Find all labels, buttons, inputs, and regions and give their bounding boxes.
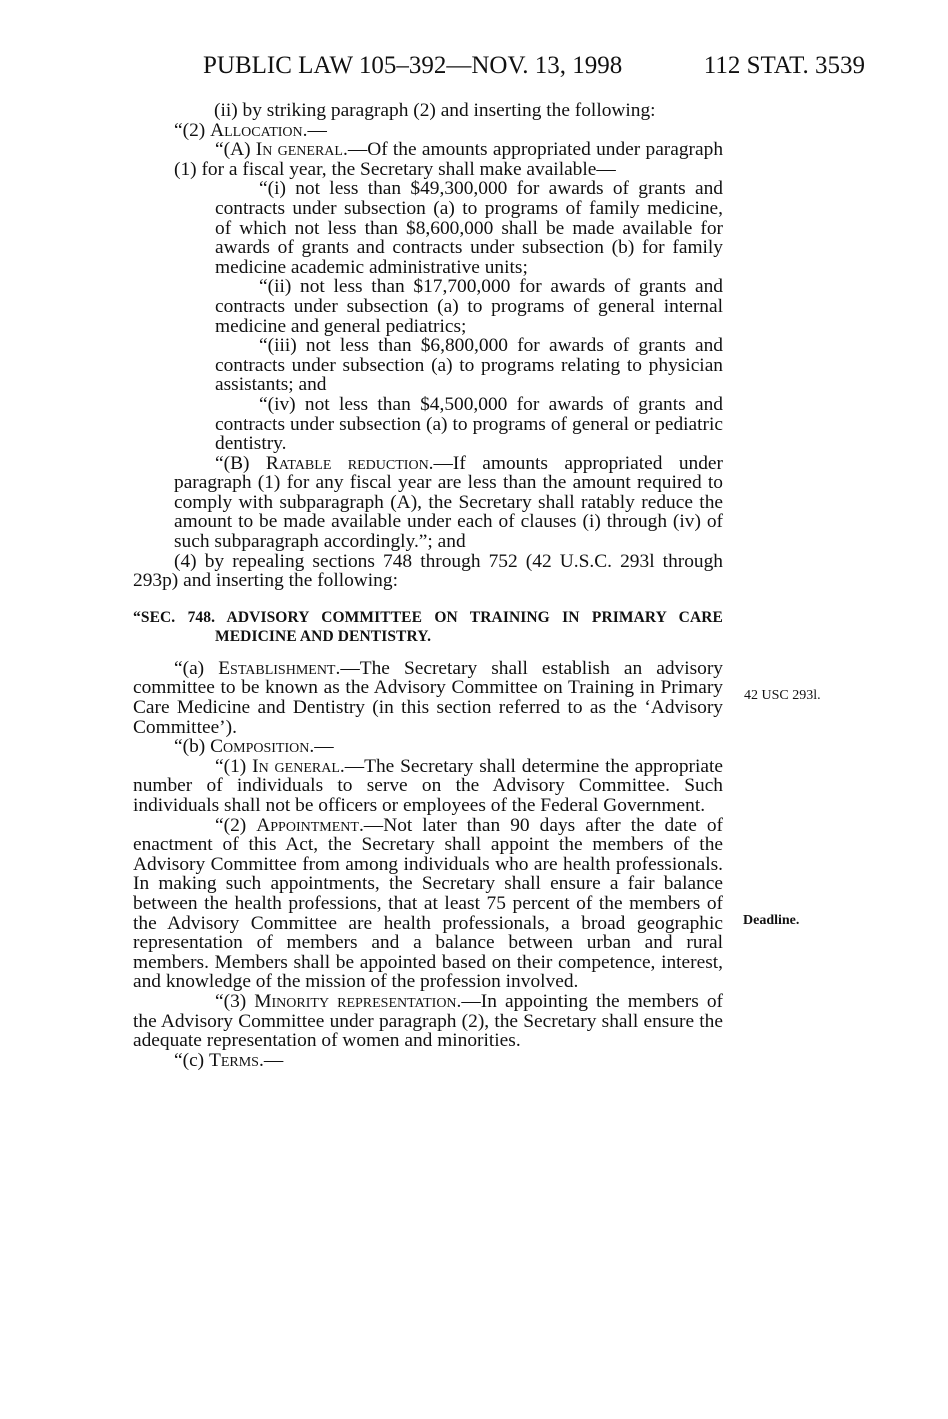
composition-heading: Composition.: [210, 736, 315, 758]
clause-ii: “(ii) not less than $17,700,000 for awards of grants and contracts under subsection (a) to programs of general internal medicine and general pediatrics;: [215, 276, 723, 337]
subsection-b-composition: “(b) Composition.—: [174, 736, 334, 758]
subsection-a-establishment: “(a) Establishment.—The Secretary shall establish an advisory committee to be known as the Advisory Committee on Training in Primary Care Medicine and Dentistry (in this section referred to as the ‘Advisory Committee’).: [133, 657, 723, 738]
clause-iv: “(iv) not less than $4,500,000 for awards of grants and contracts under subsection (a) to programs of general or pediatric dentistry.: [215, 393, 723, 455]
minority-representation-heading: Minority representation.: [254, 990, 462, 1012]
establishment-heading: Establishment.: [218, 657, 341, 679]
public-law-citation: PUBLIC LAW 105–392—NOV. 13, 1998: [203, 52, 623, 79]
body-text: [133, 101, 723, 1070]
subparagraph-b: “(B) Ratable reduction.—If amounts appropriated under paragraph (1) for any fiscal year are less than the amount required to comply with subparagraph (A), the Secretary shall ratably reduce the amount to be made available under each of clauses (i) through (iv) of such subparagraph accordingly.”; and: [174, 452, 723, 553]
subsection-c-terms: “(c) Terms.—: [174, 1049, 284, 1071]
deadline-margin-note: Deadline.: [743, 913, 800, 928]
clause-i: “(i) not less than $49,300,000 for awards of grants and contracts under subsection (a) to programs of family medicine, of which not less than $8,600,000 shall be made available for awards of grants and contracts under subsection (b) for family medicine academic administrative units;: [215, 178, 723, 278]
paragraph-ii-strike: (ii) by striking paragraph (2) and inserting the following:: [214, 100, 656, 121]
terms-heading: Terms.: [208, 1049, 264, 1071]
statute-page-number: 112 STAT. 3539: [703, 52, 865, 79]
running-header: [203, 52, 865, 88]
clause-iii: “(iii) not less than $6,800,000 for awards of grants and contracts under subsection (a) to programs relating to physician assistants; and: [215, 335, 723, 396]
allocation-heading: Allocation.: [210, 119, 308, 141]
section-748-heading: “SEC. 748. ADVISORY COMMITTEE ON TRAINING IN PRIMARY CARE MEDICINE AND DENTISTRY.: [133, 608, 723, 645]
paragraph-b1: “(1) In general.—The Secretary shall determine the appropriate number of individuals to serve on the Advisory Committee. Such individuals shall not be officers or employees of the Federal Government.: [133, 755, 723, 816]
paragraph-allocation: “(2) Allocation.—: [174, 119, 327, 141]
appointment-heading: Appointment.: [256, 814, 364, 836]
b1-in-general-heading: In general.: [252, 755, 345, 777]
ratable-reduction-heading: Ratable reduction.: [265, 452, 434, 474]
in-general-heading: In general.: [255, 139, 348, 161]
paragraph-b2: “(2) Appointment.—Not later than 90 days after the date of enactment of this Act, the Secretary shall appoint the members of the Advisory Committee from among individuals who are health professionals. In making such appointments, the Secretary shall ensure a fair balance between the health professions, that at least 75 percent of the members of the Advisory Committee are health professionals, a broad geographic representation of members and a balance between urban and rural members. Members shall be appointed based on their competence, interest, and knowledge of the mission of the profession involved.: [133, 814, 723, 993]
paragraph-4: (4) by repealing sections 748 through 752 (42 U.S.C. 293l through 293p) and inserting the following:: [133, 550, 723, 592]
usc-margin-note: 42 USC 293l.: [744, 688, 821, 703]
subparagraph-a: “(A) In general.—Of the amounts appropriated under paragraph (1) for a fiscal year, the Secretary shall make available—: [174, 139, 724, 180]
paragraph-b3: “(3) Minority representation.—In appointing the members of the Advisory Committee under paragraph (2), the Secretary shall ensure the adequate representation of women and minorities.: [133, 990, 723, 1052]
